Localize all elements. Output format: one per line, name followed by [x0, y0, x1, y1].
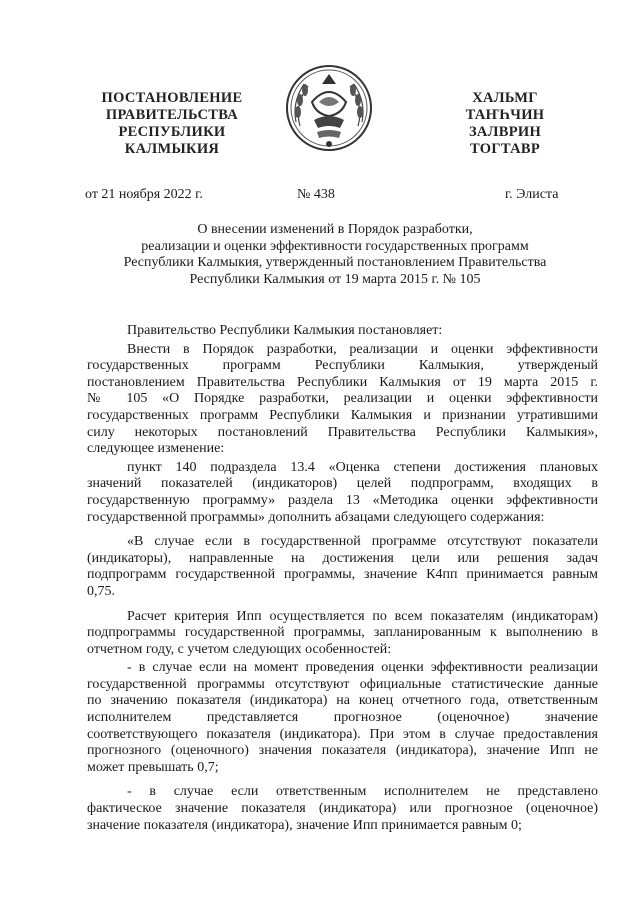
paragraph-line: отчетном году, с учетом следующих особенностей: [87, 641, 392, 657]
paragraph-line: - в случае если на момент проведения оценки эффективности реализации [127, 660, 598, 676]
paragraph-line: Расчет критерия Ипп осуществляется по всем показателям (индикаторам) [127, 608, 598, 624]
paragraph-line: Правительство Республики Калмыкия постановляет: [127, 323, 443, 338]
paragraph-intro [87, 323, 598, 340]
paragraph-line: государственных программ Республики Калмыкия, утвержденый [87, 358, 598, 374]
document-title [100, 222, 570, 288]
header-right-line: ХАЛЬМГ [472, 90, 538, 106]
paragraph-bullet-forecast [87, 660, 598, 776]
paragraph-line: «В случае если в государственной программе отсутствуют показатели [127, 534, 598, 550]
paragraph-line: соответствующего показателя (индикатора). При этом в случае предоставления [87, 726, 598, 742]
paragraph-line: значений показателей (индикаторов) целей подпрограмм, входящих в [87, 476, 598, 492]
paragraph-line: пункт 140 подраздела 13.4 «Оценка степени достижения плановых [127, 459, 598, 475]
paragraph-bullet-missing [87, 784, 598, 834]
header-left-line: ПОСТАНОВЛЕНИЕ [101, 90, 243, 106]
title-line: Республики Калмыкия от 19 марта 2015 г. № 105 [189, 271, 481, 287]
document-city: г. Элиста [505, 187, 559, 202]
header-left-line: РЕСПУБЛИКИ [118, 124, 226, 140]
header-left-line: КАЛМЫКИЯ [124, 141, 220, 157]
paragraph-line: постановлением Правительства Республики Калмыкия от 19 марта 2015 г. [87, 374, 598, 390]
paragraph-line: подпрограмм государственной программы, значение К4пп принимается равным [87, 567, 598, 583]
paragraph-amendment [87, 342, 598, 458]
paragraph-line: (индикаторы), направленные на достижения цели или решения задач [87, 550, 598, 566]
paragraph-line: может превышать 0,7; [87, 759, 219, 775]
header-right-line: ТОГТАВР [469, 141, 541, 157]
title-line: реализации и оценки эффективности государственных программ [141, 238, 529, 254]
paragraph-line: подпрограммы государственной программы, запланированным к выполнению в [87, 625, 598, 641]
paragraph-line: 0,75. [87, 583, 115, 599]
paragraph-line: значение показателя (индикатора), значение Ипп принимается равным 0; [87, 817, 522, 833]
paragraph-line: государственной программы отсутствуют официальные статистические данные [87, 676, 598, 692]
paragraph-point-140 [87, 460, 598, 526]
paragraph-quote-start [87, 534, 598, 600]
paragraph-line: № 105 «О Порядке разработки, реализации и оценки эффективности [87, 391, 598, 407]
header-right-line: ТАҤҺЧИН [465, 107, 545, 123]
paragraph-line: Внести в Порядок разработки, реализации и оценки эффективности [127, 341, 598, 357]
paragraph-line: исполнителем представляется прогнозное (оценочное) значение [87, 710, 598, 726]
paragraph-line: - в случае если ответственным исполнителем не представлено [127, 784, 598, 800]
kalmykia-coat-of-arms-icon [284, 62, 374, 154]
document-body [87, 323, 598, 836]
header-right-kalmyk [450, 90, 560, 158]
paragraph-line: государственную программу» раздела 13 «Методика оценки эффективности [87, 492, 598, 508]
paragraph-line: силу некоторых постановлений Правительства Республики Калмыкия», [87, 424, 598, 440]
header-right-line: ЗАЛВРИН [468, 124, 542, 140]
title-line: Республики Калмыкия, утвержденный постановлением Правительства [123, 255, 547, 270]
document-date: от 21 ноября 2022 г. [85, 187, 203, 202]
header-left-line: ПРАВИТЕЛЬСТВА [105, 107, 239, 123]
paragraph-criterion [87, 609, 598, 659]
title-line: О внесении изменений в Порядок разработки, [197, 222, 473, 237]
header-left-russian [72, 90, 272, 158]
paragraph-line: следующее изменение: [87, 441, 225, 457]
document-number: № 438 [297, 187, 335, 202]
paragraph-line: фактическое значение показателя (индикатора) или прогнозное (оценочное) [87, 801, 598, 817]
paragraph-line: прогнозного (оценочного) значения показателя (индикатора), значение Ипп не [87, 743, 598, 759]
paragraph-line: государственной программы» дополнить абзацами следующего содержания: [87, 509, 545, 525]
paragraph-line: государственных программ Республики Калмыкия и признании утратившими [87, 407, 598, 423]
paragraph-line: по значению показателя (индикатора) на конец отчетного года, ответственным [87, 693, 598, 709]
